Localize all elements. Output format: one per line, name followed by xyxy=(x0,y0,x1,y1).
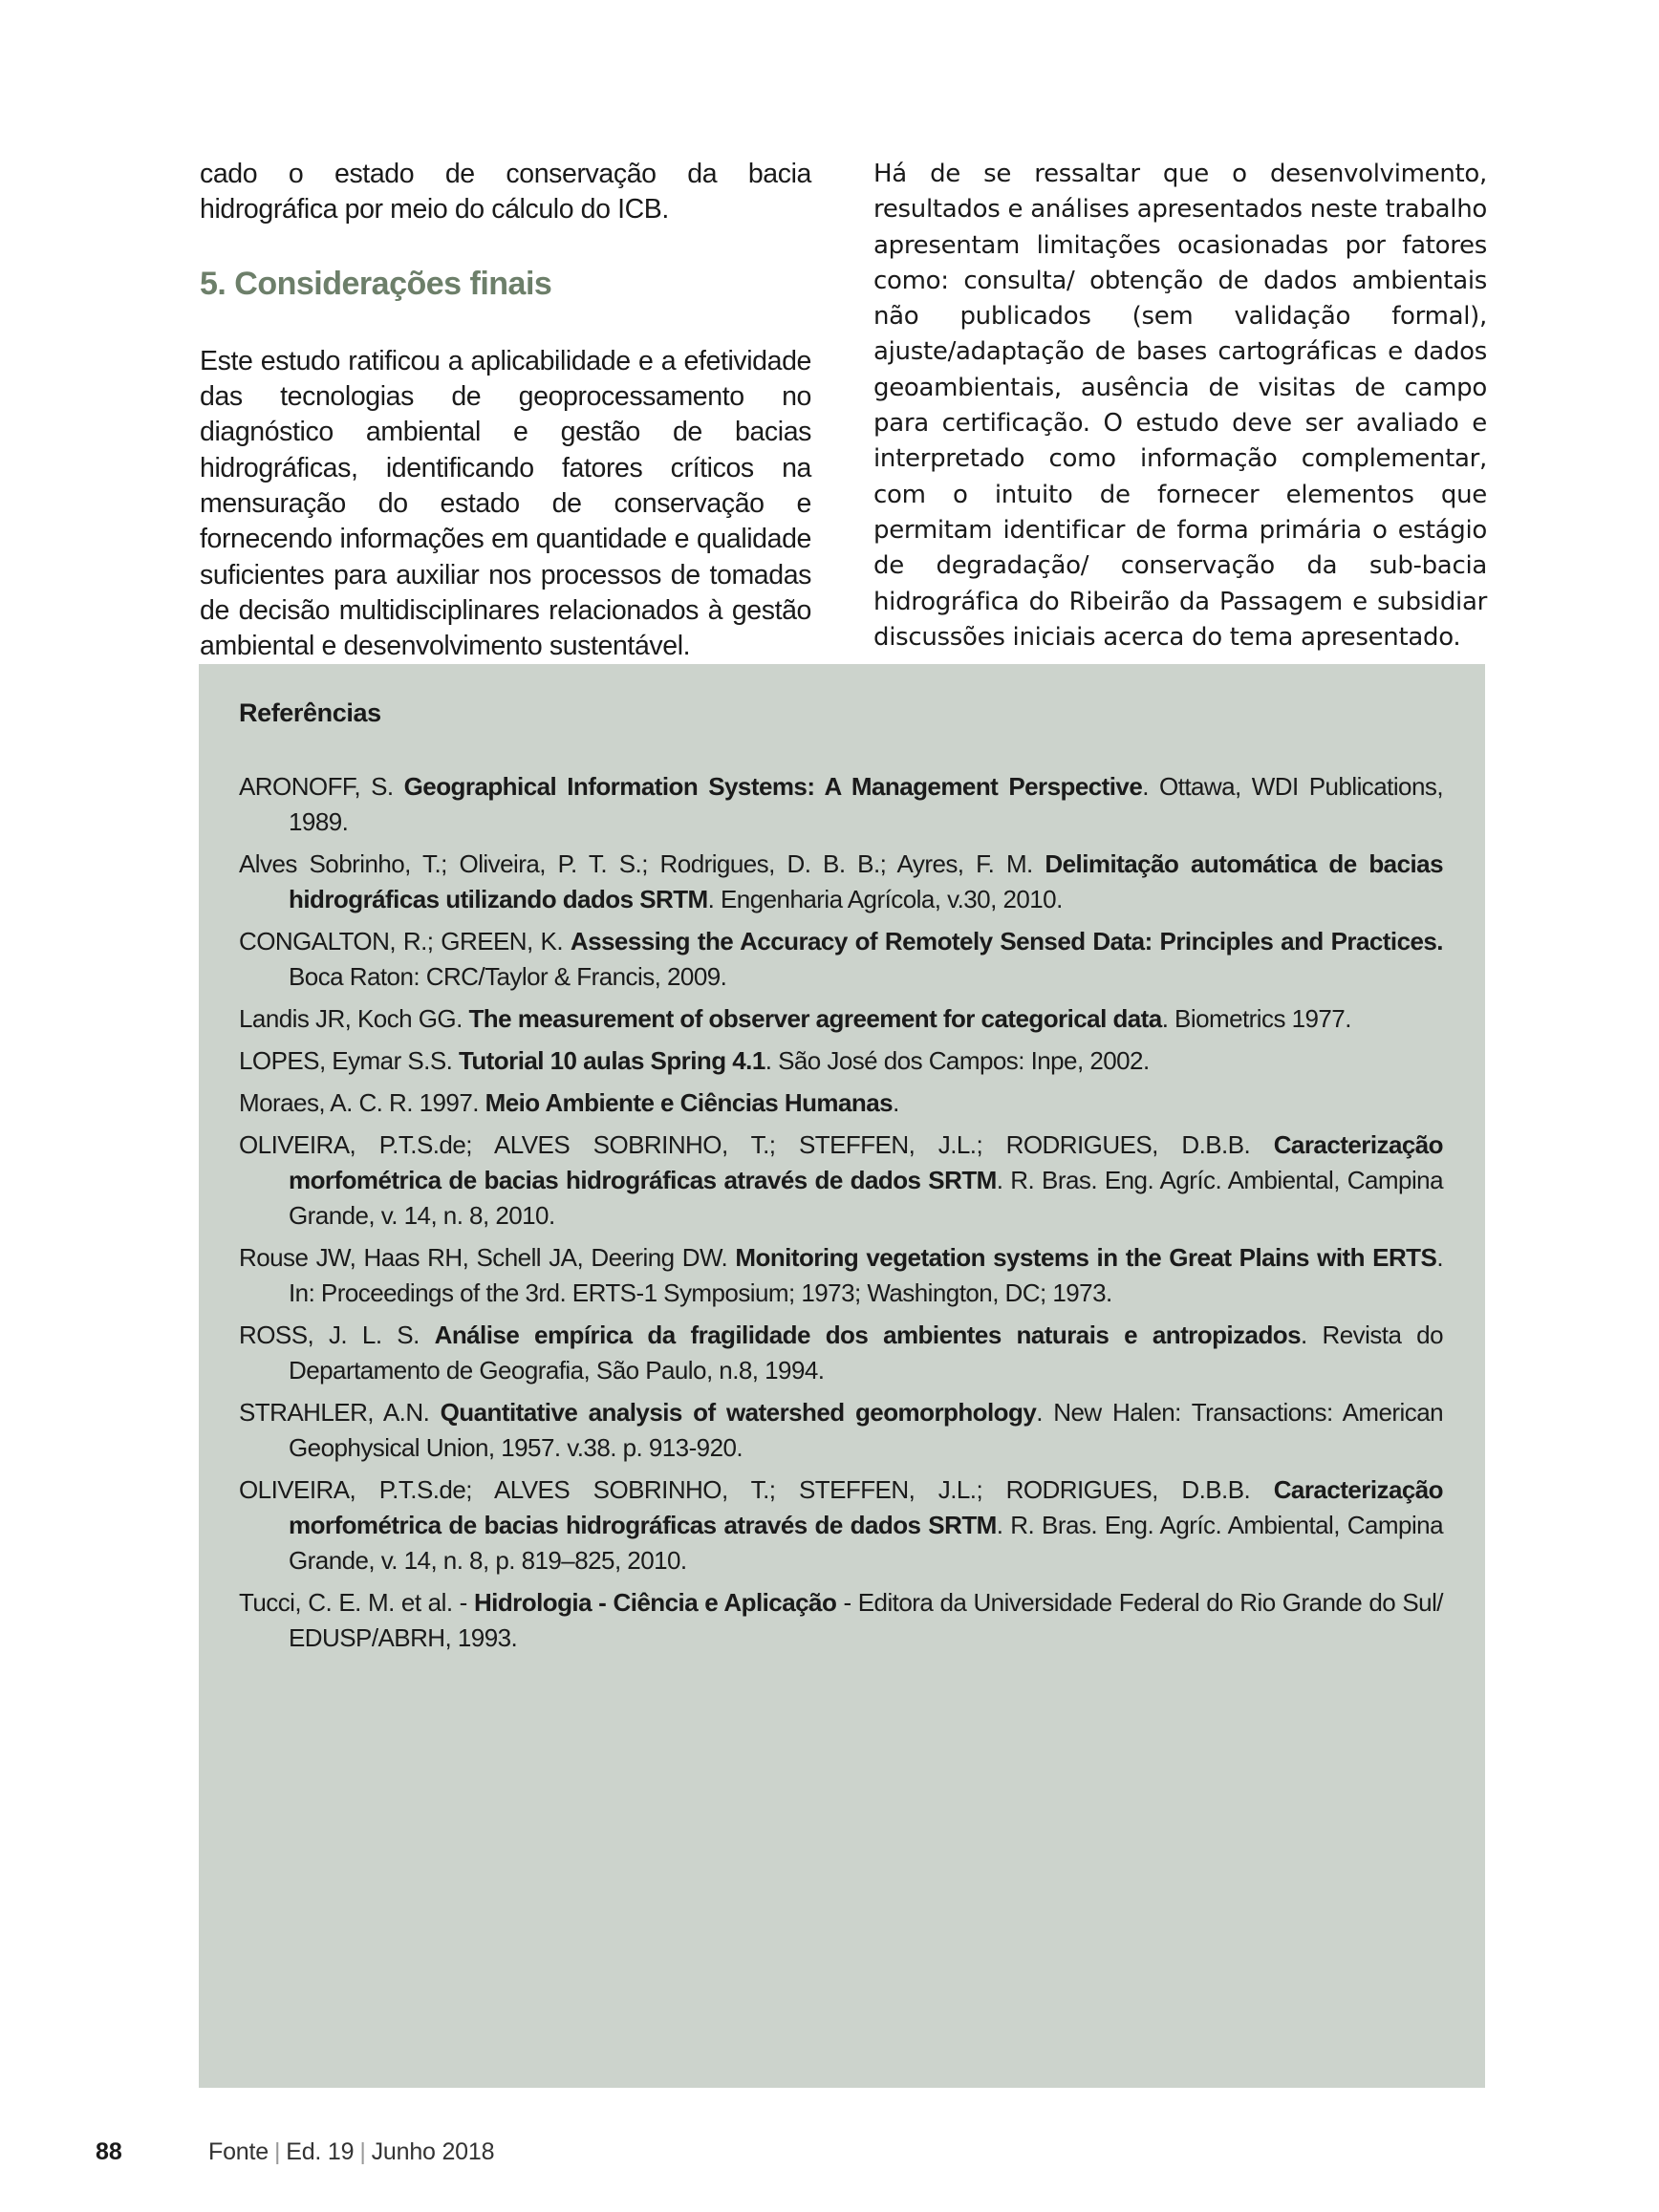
reference-item: Alves Sobrinho, T.; Oliveira, P. T. S.; Rodrigues, D. B. B.; Ayres, F. M. Delimitação automática de bacias hidrográficas utilizando dados SRTM. Engenharia Agrícola, v.30, 2010. xyxy=(239,849,1443,913)
section-title: 5. Considerações finais xyxy=(200,265,552,302)
right-paragraph-1: Há de se ressaltar que o desenvolvimento, resultados e análises apresentados neste trabalho apresentam limitações ocasionadas por fatores como: consulta/ obtenção de dados ambientais não publicados (sem validação formal), ajuste/adaptação de bases cartográficas e dados geoambientais, ausência de visitas de campo para certificação. O estudo deve ser avaliado e interpretado como informação complementar, com o intuito de fornecer elementos que permitam identificar de forma primária o estágio de degradação/ conservação da sub-bacia hidrográfica do Ribeirão da Passagem e subsidiar discussões iniciais acerca do tema apresentado. xyxy=(873,160,1487,652)
reference-item: OLIVEIRA, P.T.S.de; ALVES SOBRINHO, T.; STEFFEN, J.L.; RODRIGUES, D.B.B. Caracterização morfométrica de bacias hidrográficas através de dados SRTM. R. Bras. Eng. Agríc. Ambiental, Campina Grande, v. 14, n. 8, 2010. xyxy=(239,1130,1443,1230)
journal-date: Junho 2018 xyxy=(371,2138,495,2165)
reference-item: Tucci, C. E. M. et al. - Hidrologia - Ciência e Aplicação - Editora da Universidade Federal do Rio Grande do Sul/ EDUSP/ABRH, 1993. xyxy=(239,1588,1443,1652)
reference-item: Landis JR, Koch GG. The measurement of observer agreement for categorical data. Biometrics 1977. xyxy=(239,1004,1351,1033)
references-list xyxy=(239,769,1443,1663)
reference-item: Rouse JW, Haas RH, Schell JA, Deering DW. Monitoring vegetation systems in the Great Plains with ERTS. In: Proceedings of the 3rd. ERTS-1 Symposium; 1973; Washington, DC; 1973. xyxy=(239,1243,1443,1307)
references-title: Referências xyxy=(239,698,381,727)
footer-separator: | xyxy=(273,2138,281,2165)
journal-name: Fonte xyxy=(208,2138,269,2165)
reference-item: CONGALTON, R.; GREEN, K. Assessing the Accuracy of Remotely Sensed Data: Principles and Practices. Boca Raton: CRC/Taylor & Francis, 2009. xyxy=(239,927,1443,991)
page-number: 88 xyxy=(96,2138,122,2165)
footer-separator: | xyxy=(359,2138,366,2165)
journal-edition: Ed. 19 xyxy=(286,2138,355,2165)
journal-footer xyxy=(208,2138,494,2166)
reference-item: ARONOFF, S. Geographical Information Systems: A Management Perspective. Ottawa, WDI Publications, 1989. xyxy=(239,772,1443,836)
reference-item: STRAHLER, A.N. Quantitative analysis of watershed geomorphology. New Halen: Transactions: American Geophysical Union, 1957. v.38. p. 913-920. xyxy=(239,1398,1444,1462)
reference-item: LOPES, Eymar S.S. Tutorial 10 aulas Spring 4.1. São José dos Campos: Inpe, 2002. xyxy=(239,1046,1150,1075)
right-column xyxy=(873,157,1487,655)
reference-item: OLIVEIRA, P.T.S.de; ALVES SOBRINHO, T.; STEFFEN, J.L.; RODRIGUES, D.B.B. Caracterização morfométrica de bacias hidrográficas através de dados SRTM. R. Bras. Eng. Agríc. Ambiental, Campina Grande, v. 14, n. 8, p. 819–825, 2010. xyxy=(239,1475,1443,1575)
left-column xyxy=(200,157,811,665)
references-box xyxy=(199,664,1485,2088)
reference-item: Moraes, A. C. R. 1997. Meio Ambiente e Ciências Humanas. xyxy=(239,1088,899,1117)
reference-item: ROSS, J. L. S. Análise empírica da fragilidade dos ambientes naturais e antropizados. Revista do Departamento de Geografia, São Paulo, n.8, 1994. xyxy=(239,1321,1443,1385)
left-paragraph-1: cado o estado de conservação da bacia hidrográfica por meio do cálculo do ICB. xyxy=(200,159,811,225)
left-paragraph-2: Este estudo ratificou a aplicabilidade e a efetividade das tecnologias de geoprocessamento no diagnóstico ambiental e gestão de bacias hidrográficas, identificando fatores críticos na mensuração do estado de conservação e fornecendo informações em quantidade e qualidade suficientes para auxiliar nos processos de tomadas de decisão multidisciplinares relacionados à gestão ambiental e desenvolvimento sustentável. xyxy=(200,345,811,662)
